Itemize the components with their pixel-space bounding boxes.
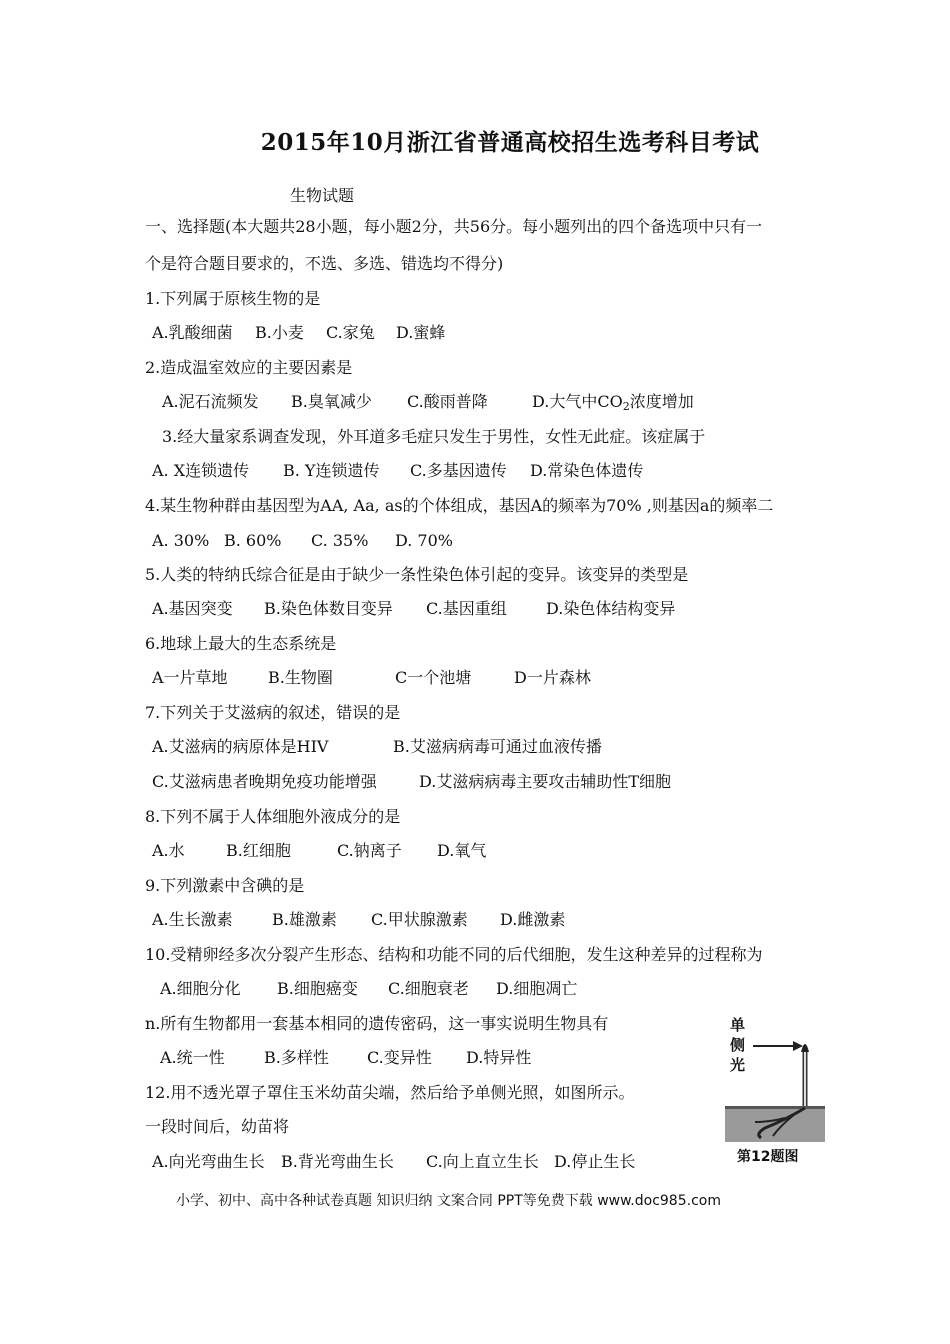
seedling-illustration: [725, 1010, 825, 1150]
question-4-option-a: A. 30%: [152, 531, 210, 550]
question-10-stem: 10.受精卵经多次分裂产生形态、结构和功能不同的后代细胞，发生这种差异的过程称为: [145, 945, 763, 964]
question-1-option-c: C.家兔: [326, 323, 375, 342]
question-2-option-b: B.臭氧减少: [291, 392, 372, 411]
section-header-line-1: 一、选择题(本大题共28小题，每小题2分，共56分。每小题列出的四个备选项中只有一: [145, 217, 763, 236]
question-1-stem: 1.下列属于原核生物的是: [145, 289, 321, 308]
question-2-option-d: [532, 391, 694, 418]
question-3-stem: 3.经大量家系调查发现，外耳道多毛症只发生于男性，女性无此症。该症属于: [162, 427, 706, 446]
question-5-option-a: A.基因突变: [152, 599, 233, 618]
figure-label-char-3: 光: [730, 1056, 746, 1074]
opaque-cap: [801, 1044, 809, 1052]
question-8-stem: 8.下列不属于人体细胞外液成分的是: [145, 807, 401, 826]
question-9-option-d: D.雌激素: [500, 910, 566, 929]
light-arrow-head: [793, 1041, 803, 1051]
question-9-option-a: A.生长激素: [152, 910, 233, 929]
question-12-stem-continued: 一段时间后，幼苗将: [145, 1117, 290, 1136]
question-2-option-d-tail: 浓度增加: [629, 392, 694, 411]
question-12-option-a: A.向光弯曲生长: [152, 1152, 265, 1171]
page-title: 2015年10月浙江省普通高校招生选考科目考试: [260, 129, 760, 156]
question-12-stem: 12.用不透光罩子罩住玉米幼苗尖端，然后给予单侧光照，如图所示。: [145, 1083, 635, 1102]
question-9-option-c: C.甲状腺激素: [371, 910, 468, 929]
question-6-option-b: B.生物圈: [268, 668, 333, 687]
question-1-option-d: D.蜜蜂: [396, 323, 446, 342]
question-10-option-b: B.细胞癌变: [277, 979, 358, 998]
question-2-subscript: 2: [622, 400, 630, 413]
question-9-option-b: B.雄激素: [272, 910, 337, 929]
question-7-option-b: B.艾滋病病毒可通过血液传播: [393, 737, 602, 756]
question-1-option-a: A.乳酸细菌: [152, 323, 233, 342]
question-2-option-c: C.酸雨普降: [407, 392, 488, 411]
question-10-option-d: D.细胞凋亡: [496, 979, 578, 998]
question-4-option-b: B. 60%: [224, 531, 282, 550]
soil-surface: [725, 1106, 825, 1109]
question-5-stem: 5.人类的特纳氏综合征是由于缺少一条性染色体引起的变异。该变异的类型是: [145, 565, 689, 584]
question-11-option-b: B.多样性: [264, 1048, 329, 1067]
question-9-stem: 9.下列激素中含碘的是: [145, 876, 305, 895]
question-10-option-c: C.细胞衰老: [388, 979, 469, 998]
question-2-option-a: A.泥石流频发: [162, 392, 259, 411]
question-12-option-c: C.向上直立生长: [426, 1152, 539, 1171]
question-8-option-a: A.水: [152, 841, 185, 860]
question-6-option-c: C一个池塘: [395, 668, 472, 687]
question-12-option-d: D.停止生长: [554, 1152, 636, 1171]
question-10-option-a: A.细胞分化: [160, 979, 241, 998]
question-7-option-d: D.艾滋病病毒主要攻击辅助性T细胞: [419, 772, 672, 791]
question-11-option-d: D.特异性: [466, 1048, 532, 1067]
question-2-option-d-text: D.大气中CO: [532, 392, 623, 411]
question-6-stem: 6.地球上最大的生态系统是: [145, 634, 337, 653]
question-7-stem: 7.下列关于艾滋病的叙述，错误的是: [145, 703, 401, 722]
figure-caption: 第12题图: [737, 1149, 799, 1165]
figure-label-char-1: 单: [730, 1016, 746, 1034]
question-5-option-b: B.染色体数目变异: [264, 599, 393, 618]
question-11-stem: n.所有生物都用一套基本相同的遗传密码，这一事实说明生物具有: [145, 1014, 609, 1033]
question-7-option-a: A.艾滋病的病原体是HIV: [152, 737, 329, 756]
question-7-option-c: C.艾滋病患者晚期免疫功能增强: [152, 772, 377, 791]
question-11-option-c: C.变异性: [367, 1048, 432, 1067]
question-4-stem: 4.某生物种群由基因型为AA, Aa, as的个体组成，基因A的频率为70% ,则基因a的频率二: [145, 496, 774, 515]
question-1-option-b: B.小麦: [255, 323, 304, 342]
question-11-option-a: A.统一性: [160, 1048, 225, 1067]
question-5-option-c: C.基因重组: [426, 599, 507, 618]
figure-label-char-2: 侧: [730, 1036, 746, 1054]
question-6-option-a: A一片草地: [152, 668, 228, 687]
question-12-figure: [725, 1010, 825, 1170]
question-3-option-d: D.常染色体遗传: [530, 461, 644, 480]
question-4-option-d: D. 70%: [395, 531, 453, 550]
question-8-option-c: C.钠离子: [337, 841, 402, 860]
question-8-option-b: B.红细胞: [226, 841, 291, 860]
question-6-option-d: D一片森林: [514, 668, 591, 687]
question-2-stem: 2.造成温室效应的主要因素是: [145, 358, 353, 377]
question-8-option-d: D.氧气: [437, 841, 487, 860]
question-5-option-d: D.染色体结构变异: [546, 599, 676, 618]
question-4-option-c: C. 35%: [311, 531, 369, 550]
question-12-option-b: B.背光弯曲生长: [281, 1152, 394, 1171]
question-3-option-b: B. Y连锁遗传: [283, 461, 380, 480]
page-subtitle: 生物试题: [290, 186, 355, 205]
question-3-option-c: C.多基因遗传: [410, 461, 507, 480]
question-3-option-a: A. X连锁遗传: [152, 461, 250, 480]
section-header-line-2: 个是符合题目要求的，不选、多选、错选均不得分): [145, 254, 504, 273]
page-footer: 小学、初中、高中各种试卷真题 知识归纳 文案合同 PPT等免费下载 www.doc985.com: [176, 1193, 721, 1209]
